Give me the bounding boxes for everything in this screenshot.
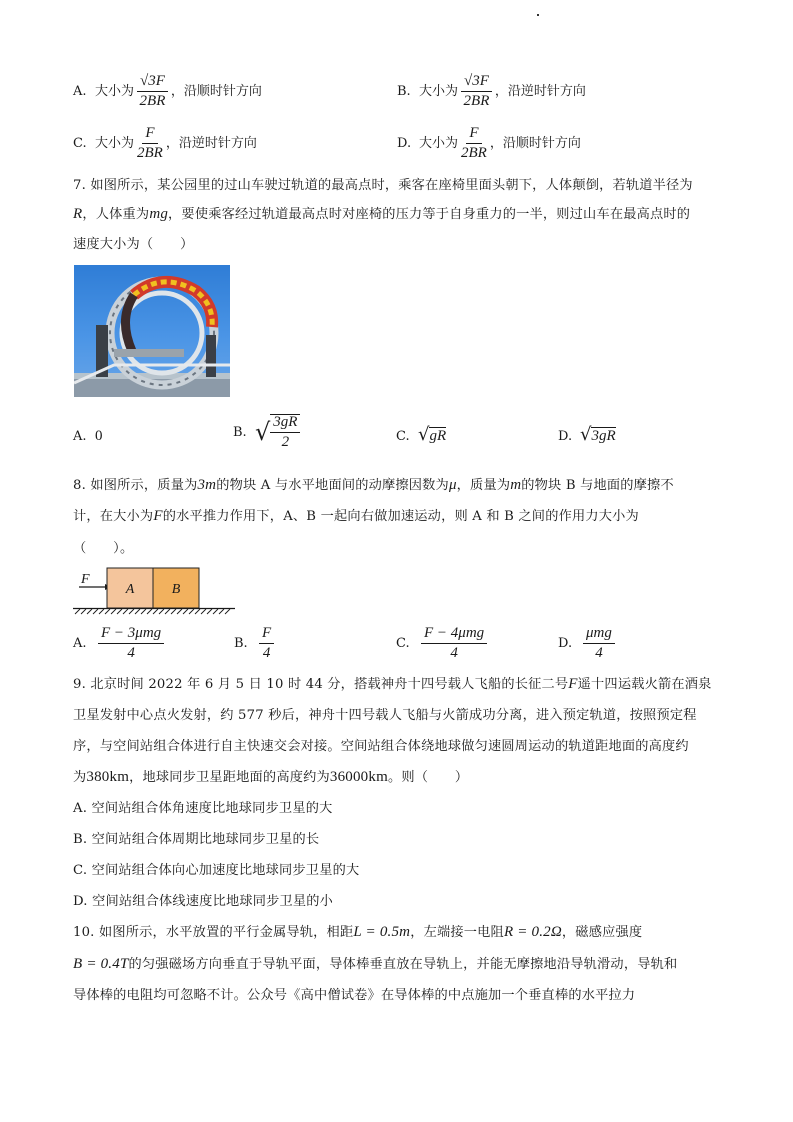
q6-option-d[interactable]: D. 大小为 $\frac{F}{2BR}$ ，沿顺时针方向	[397, 125, 581, 161]
q6-a-fraction: $\frac{√3F}{2BR}$	[137, 74, 168, 109]
q10-stem-line3: 导体棒的电阻均可忽略不计。公众号《高中僧试卷》在导体棒的中点施加一个垂直棒的水平拉力	[73, 988, 636, 1003]
q7-option-d[interactable]: D. √3gR	[558, 424, 616, 445]
q9-option-b[interactable]: B. 空间站组合体周期比地球同步卫星的长	[73, 832, 320, 847]
sqrt-sign: √	[255, 418, 271, 446]
q8-stem-line3: （ ）。	[73, 541, 134, 556]
q7-stem-line3: 速度大小为（ ）	[73, 237, 194, 252]
blocks-figure	[73, 565, 243, 615]
q6-d-fraction: $\frac{F}{2BR}$	[461, 125, 487, 161]
q9-option-a[interactable]: A. 空间站组合体角速度比地球同步卫星的大	[73, 801, 333, 816]
q7-option-b[interactable]: B. √ $\frac{3gR}{2}$	[233, 414, 303, 450]
page-dot	[537, 14, 539, 16]
q8-option-d[interactable]: D. $\frac{\text{μmg}}{4}$	[558, 626, 618, 661]
q7-stem-line2: R，人体重为mg，要使乘客经过轨道最高点时对座椅的压力等于自身重力的一半，则过山车在最高点时的	[73, 206, 691, 222]
q9-option-d[interactable]: D. 空间站组合体线速度比地球同步卫星的小	[73, 894, 334, 909]
q6-option-a[interactable]: A. 大小为 $\frac{√3F}{2BR}$ ，沿顺时针方向	[73, 73, 262, 109]
block-b-label: B	[171, 582, 181, 597]
q10-stem-line1: 10. 如图所示，水平放置的平行金属导轨，相距L = 0.5m，左端接一电阻R = 0.2Ω，磁感应强度	[73, 924, 643, 940]
roller-coaster-illustration	[74, 265, 230, 397]
q8-option-b[interactable]: B. $\frac{F}{4}$	[234, 626, 277, 661]
sqrt-sign: √	[418, 424, 430, 445]
q9-stem-line4: 为380km，地球同步卫星距地面的高度约为36000km。则（ ）	[73, 769, 469, 785]
q8-stem-line1: 8. 如图所示，质量为3m的物块 A 与水平地面间的动摩擦因数为μ，质量为m的物块 B 与地面的摩擦不	[73, 477, 674, 493]
q7-option-c[interactable]: C. √gR	[396, 424, 447, 445]
q9-stem-line2: 卫星发射中心点火发射，约 577 秒后，神舟十四号载人飞船与火箭成功分离，进入预定轨道，按照预定程	[73, 708, 697, 723]
q8-option-c[interactable]: C. $\frac{\text{F − 4μmg}}{4}$	[396, 626, 490, 661]
q8-stem-line2: 计，在大小为F的水平推力作用下，A、B 一起向右做加速运动，则 A 和 B 之间的作用力大小为	[73, 508, 639, 524]
q6-option-c[interactable]: C. 大小为 $\frac{F}{2BR}$ ，沿逆时针方向	[73, 125, 257, 161]
q7-option-a[interactable]: A. 0	[73, 428, 103, 444]
block-a-label: A	[125, 582, 135, 597]
sqrt-sign: √	[580, 424, 592, 445]
q7-stem-line1: 7. 如图所示，某公园里的过山车驶过轨道的最高点时，乘客在座椅里面头朝下，人体颠倒，若轨道半径为	[73, 178, 693, 193]
q6-option-b[interactable]: B. 大小为 $\frac{√3F}{2BR}$ ，沿逆时针方向	[397, 73, 586, 109]
q8-option-a[interactable]: A. $\frac{\text{F − 3μmg}}{4}$	[73, 626, 167, 661]
q9-option-c[interactable]: C. 空间站组合体向心加速度比地球同步卫星的大	[73, 863, 360, 878]
q6-b-fraction: $\frac{√3F}{2BR}$	[461, 74, 492, 109]
force-label: F	[81, 572, 90, 587]
q9-stem-line3: 序，与空间站组合体进行自主快速交会对接。空间站组合体绕地球做匀速圆周运动的轨道距地面的高度约	[73, 739, 689, 754]
roller-coaster-photo	[74, 265, 230, 397]
q6-c-fraction: $\frac{F}{2BR}$	[137, 125, 163, 161]
ground-hatch	[75, 609, 230, 614]
q9-stem-line1: 9. 北京时间 2022 年 6 月 5 日 10 时 44 分，搭载神舟十四号载人飞船的长征二号F遥十四运载火箭在酒泉	[73, 676, 712, 692]
q10-stem-line2: B = 0.4T的匀强磁场方向垂直于导轨平面，导体棒垂直放在导轨上，并能无摩擦地沿导轨滑动，导轨和	[73, 956, 678, 972]
